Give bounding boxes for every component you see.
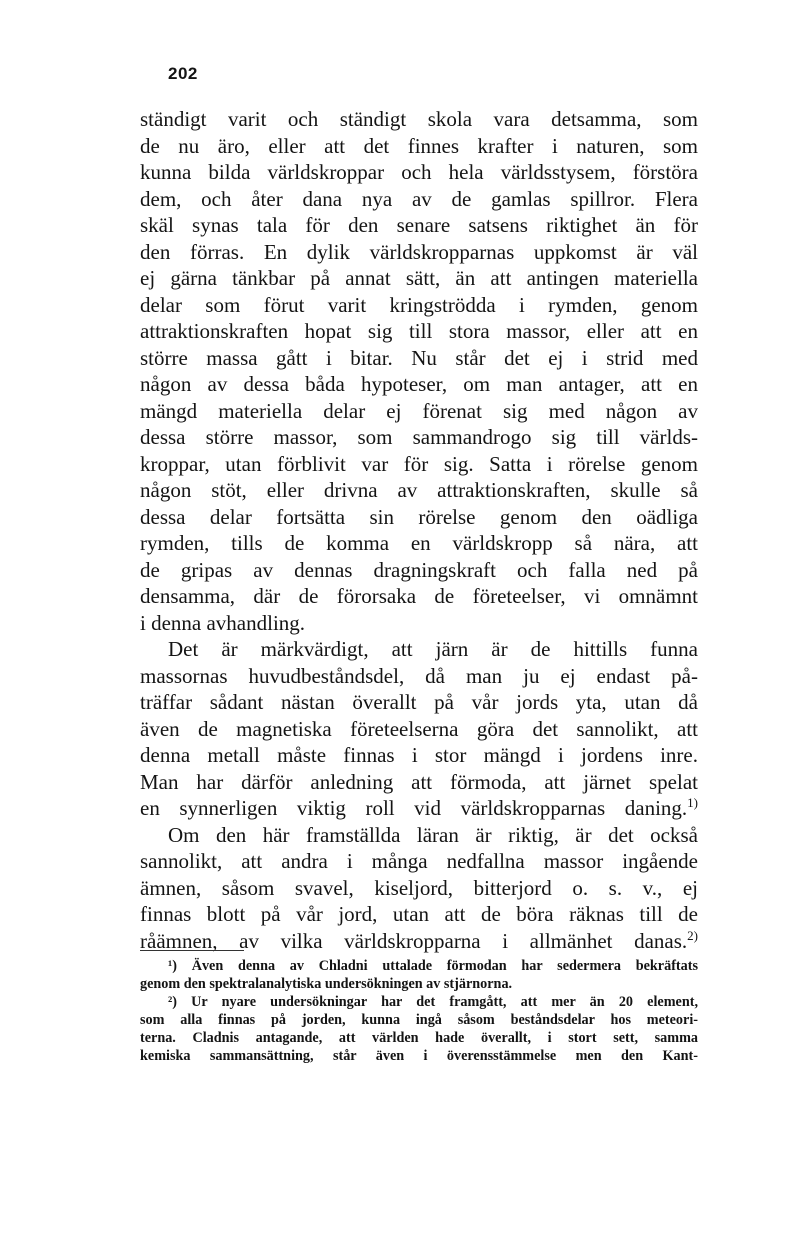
main-text [140, 106, 698, 954]
text-line: dessa större massor, som sammandrogo sig till världs- [140, 425, 698, 449]
footnote-line: terna. Cladnis antagande, att världen hade överallt, i stort sett, samma [140, 1030, 698, 1046]
text-line: de nu äro, eller att det finnes krafter i naturen, som [140, 133, 698, 158]
text-line: denna metall måste finnas i stor mängd i jordens inre. [140, 743, 698, 767]
text-line: dessa delar fortsätta sin rörelse genom den oädliga [140, 504, 698, 529]
text-line: större massa gått i bitar. Nu står det ej i strid med [140, 345, 698, 370]
text-line: massornas huvudbeståndsdel, då man ju ej endast på- [140, 663, 698, 688]
text-line: ämnen, såsom svavel, kiseljord, bitterjord o. s. v., ej [140, 875, 698, 900]
page-number: 202 [168, 64, 198, 83]
footnote-line: som alla finnas på jorden, kunna ingå såsom beståndsdelar hos meteori- [140, 1012, 698, 1028]
text-line: mängd materiella delar ej förenat sig med någon av [140, 398, 698, 423]
text-line: den förras. En dylik världskropparnas uppkomst är väl [140, 239, 698, 264]
footnote-ref: 2) [687, 927, 698, 943]
text-line: i denna avhandling. [140, 610, 306, 635]
text-line: attraktionskraften hopat sig till stora massor, eller att en [140, 319, 698, 343]
text-line: råämnen, av vilka världskropparna i allmänhet danas. [140, 928, 688, 953]
text-line: dem, och åter dana nya av de gamlas spillror. Flera [140, 186, 698, 211]
text-line: Det är märkvärdigt, att järn är de hittills funna [168, 637, 698, 661]
text-line: kunna bilda världskroppar och hela världsstysem, förstöra [140, 160, 698, 184]
text-line: någon stöt, eller drivna av attraktionskraften, skulle så [140, 478, 698, 502]
text-line: någon av dessa båda hypoteser, om man antager, att en [140, 372, 698, 396]
text-line: rymden, tills de komma en världskropp så nära, att [140, 531, 698, 555]
text-line: delar som förut varit kringströdda i rymden, genom [140, 292, 698, 317]
text-line: skäl synas tala för den senare satsens riktighet än för [140, 213, 698, 237]
text-line: en synnerligen viktig roll vid världskropparnas daning. [140, 796, 688, 820]
text-line: de gripas av dennas dragningskraft och falla ned på [140, 557, 698, 582]
text-line: träffar sådant nästan överallt på vår jords yta, utan då [140, 690, 698, 714]
text-line: ej gärna tänkbar på annat sätt, än att antingen materiella [140, 266, 698, 290]
footnote-ref: 1) [687, 795, 698, 810]
footnote-line: ¹) Även denna av Chladni uttalade förmodan har sedermera bekräftats [168, 958, 698, 974]
text-line: sannolikt, att andra i många nedfallna massor ingående [140, 849, 698, 873]
text-line-with-ref [140, 795, 698, 822]
footnote-line: kemiska sammansättning, står även i överensstämmelse men den Kant- [140, 1048, 698, 1064]
text-line: även de magnetiska företeelserna göra det sannolikt, att [140, 716, 698, 741]
footnote-line: ²) Ur nyare undersökningar har det framgått, att mer än 20 element, [168, 994, 698, 1010]
footnotes [140, 957, 698, 1065]
text-line: Man har därför anledning att förmoda, att järnet spelat [140, 769, 698, 794]
text-line: ständigt varit och ständigt skola vara detsamma, som [140, 107, 698, 131]
text-line: kroppar, utan förblivit var för sig. Satta i rörelse genom [140, 451, 698, 476]
footnote-divider [140, 950, 244, 951]
footnote-line: genom den spektralanalytiska undersökningen av stjärnorna. [140, 976, 513, 992]
text-line: Om den här framställda läran är riktig, är det också [168, 822, 698, 847]
text-line: finnas blott på vår jord, utan att de böra räknas till de [140, 902, 698, 926]
text-line: densamma, där de förorsaka de företeelser, vi omnämnt [140, 584, 698, 608]
